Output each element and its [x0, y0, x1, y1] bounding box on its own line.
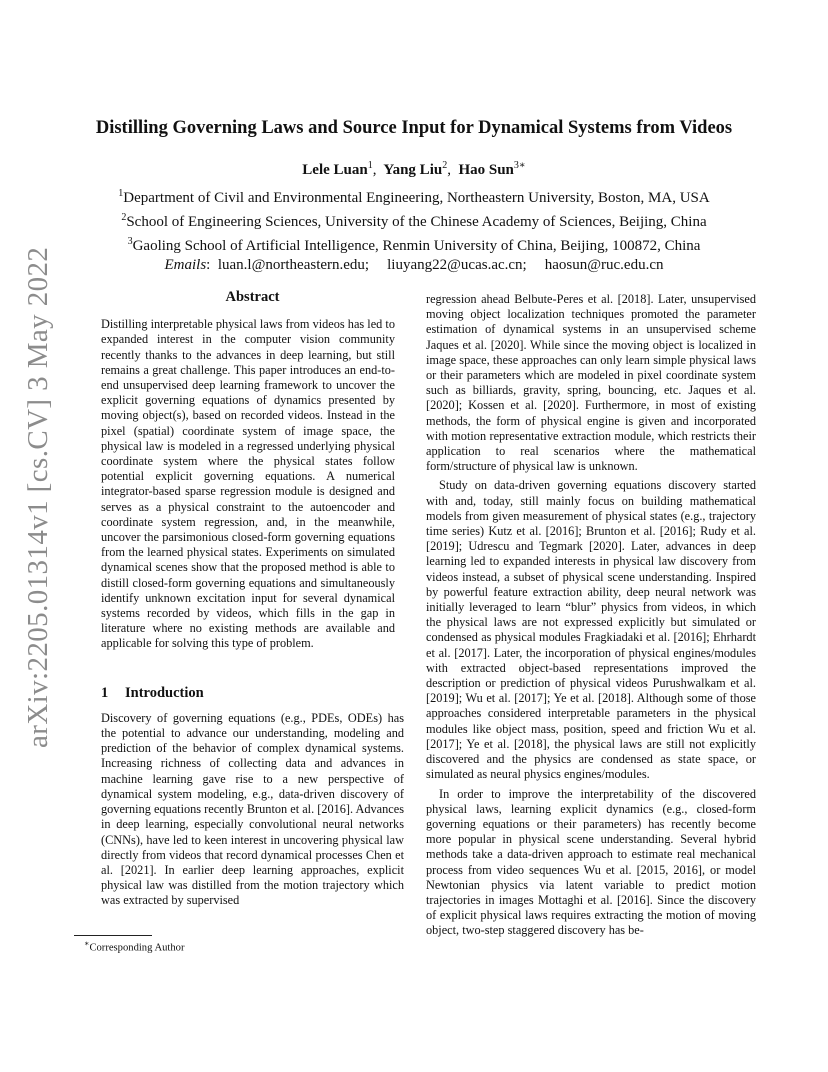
paper-title: Distilling Governing Laws and Source Input for Dynamical Systems from Videos	[95, 118, 733, 138]
emails-line: Emails: luan.l@northeastern.edu; liuyang22@ucas.ac.cn; haosun@ruc.edu.cn	[164, 257, 664, 273]
footnote-rule	[74, 935, 152, 936]
author-separator: ,	[372, 162, 377, 178]
author-name: Hao Sun	[458, 162, 514, 178]
left-column	[101, 290, 404, 909]
author-affil-mark: 1	[367, 160, 373, 171]
author-list	[0, 160, 828, 179]
affiliation-line	[0, 184, 828, 208]
author-affil-mark: 3∗	[513, 160, 526, 171]
body-paragraph: regression ahead Belbute-Peres et al. [2018]. Later, unsupervised moving object localization techniques promoted the parameter estimation of dynamical systems in an unsupervised scheme Jaques et al. [2020]. While since the moving object is localized in image space, these approaches can only learn simple physical laws or their parameters which are modeled in pixel coordinate system such as billiards, gravity, spring, bouncing, etc. Jaques et al. [2020]; Kossen et al. [2020]. Furthermore, in most of existing methods, the form of physical engine is given and incorporated with motion representative extraction module, which restricts their application to real scenarios where the mathematical form/structure of physical law is unknown.	[426, 292, 756, 474]
author-affil-mark: 2	[442, 160, 448, 171]
footnote-text: Corresponding Author	[89, 942, 185, 954]
affiliation-mark: 3	[127, 236, 133, 247]
affiliations	[0, 184, 828, 275]
abstract-heading: Abstract	[225, 289, 280, 305]
footnote	[84, 939, 184, 954]
author-name: Lele Luan	[302, 162, 368, 178]
affiliation-line	[0, 208, 828, 232]
author-separator: ,	[447, 162, 451, 178]
body-paragraph: Study on data-driven governing equations discovery started with and, today, still mainly focus on building mathematical models from given measurement of physical states (e.g., trajectory time series) Kutz et al. [2016]; Brunton et al. [2016]; Rudy et al. [2019]; Udrescu and Tegmark [2020]. Later, advances in deep learning led to expanded interests in physical law discovery from videos instead, a subset of physical scene understanding. Inspired by powerful feature extraction ability, deep neural network was initially leveraged to learn “blur” physics from videos, in which the physical laws are not expressed explicitly but simulated or condensed as physical modules Fragkiadaki et al. [2016]; Ehrhardt et al. [2017]. Later, the incorporation of physical engines/modules with extracted object-based representations improved the description or prediction of physical videos Purushwalkam et al. [2019]; Wu et al. [2017]; Ye et al. [2018]. Although some of those approaches considered interpretable parameters in the physical modules like object mass, position, speed and friction Wu et al. [2017]; Ye et al. [2018], the physical laws are still not explicitly discovered and the physics are condensed as state space, or simulated as neural physics engines/modules.	[426, 478, 756, 782]
affiliation-line	[0, 232, 828, 256]
affiliation-text: Gaoling School of Artificial Intelligence, Renmin University of China, Beijing, 100872, China	[132, 238, 701, 254]
body-paragraph: In order to improve the interpretability of the discovered physical laws, learning explicit dynamics (e.g., closed-form governing equations or their parameters) has recently become more popular in physical scene understanding. Several hybrid methods take a data-driven approach to estimate real mechanical process from video sequences Wu et al. [2015, 2016], or model Newtonian physics via latent variable to predict motion trajectories in images Mottaghi et al. [2016]. Since the discovery of explicit physical laws requires extracting the motion of moving object, two-step staggered discovery has be-	[426, 786, 756, 938]
right-column	[426, 292, 756, 939]
emails-label: Emails	[164, 257, 207, 273]
email-address: haosun@ruc.edu.cn	[544, 257, 664, 273]
affiliation-mark: 2	[121, 212, 127, 223]
email-address: luan.l@northeastern.edu;	[217, 257, 370, 273]
affiliation-text: School of Engineering Sciences, University of the Chinese Academy of Sciences, Beijing, China	[126, 214, 707, 230]
email-address: liuyang22@ucas.ac.cn;	[387, 257, 527, 273]
affiliation-text: Department of Civil and Environmental Engineering, Northeastern University, Boston, MA, USA	[123, 190, 710, 206]
footnote-mark: ∗	[84, 939, 90, 948]
section-number: 1	[101, 684, 109, 701]
author-name: Yang Liu	[383, 162, 443, 178]
affiliation-mark: 1	[118, 188, 124, 199]
section-heading-introduction	[101, 686, 404, 701]
section-title: Introduction	[125, 684, 204, 701]
intro-paragraph: Discovery of governing equations (e.g., PDEs, ODEs) has the potential to advance our understanding, modeling and prediction of the behavior of complex dynamical systems. Increasing richness of collecting data and advances in machine learning gave rise to a new perspective of dynamical system modeling, e.g., data-driven discovery of governing equations recently Brunton et al. [2016]. Advances in deep learning, especially convolutional neural networks (CNNs), have led to keen interest in uncovering physical law directly from videos that record dynamical processes Chen et al. [2021]. In earlier deep learning approaches, explicit physical law was distilled from the motion trajectory which was extracted by supervised	[101, 710, 404, 908]
abstract-body: Distilling interpretable physical laws from videos has led to expanded interest in the computer vision community recently thanks to the advances in deep learning, but still remains a great challenge. This paper introduces an end-to-end unsupervised deep learning framework to uncover the explicit governing equations of dynamics presented by moving object(s), based on recorded videos. Instead in the pixel (spatial) coordinate system of image space, the physical law is modeled in a regressed underlying physical coordinate system where the physical states follow potential explicit governing equations. A numerical integrator-based sparse regression module is designed and serves as a physical constraint to the autoencoder and coordinate system regression, and, in the meanwhile, uncover the parsimonious closed-form governing equations from the learned physical states. Experiments on simulated dynamical scenes show that the proposed method is able to distill closed-form governing equations and simultaneously identify unknown excitation input for several dynamical systems recorded by videos, which fills in the gap in literature where no existing methods are available and applicable for solving this type of problem.	[101, 317, 395, 651]
arxiv-identifier-stamp: arXiv:2205.01314v1 [cs.CV] 3 May 2022	[22, 246, 54, 748]
